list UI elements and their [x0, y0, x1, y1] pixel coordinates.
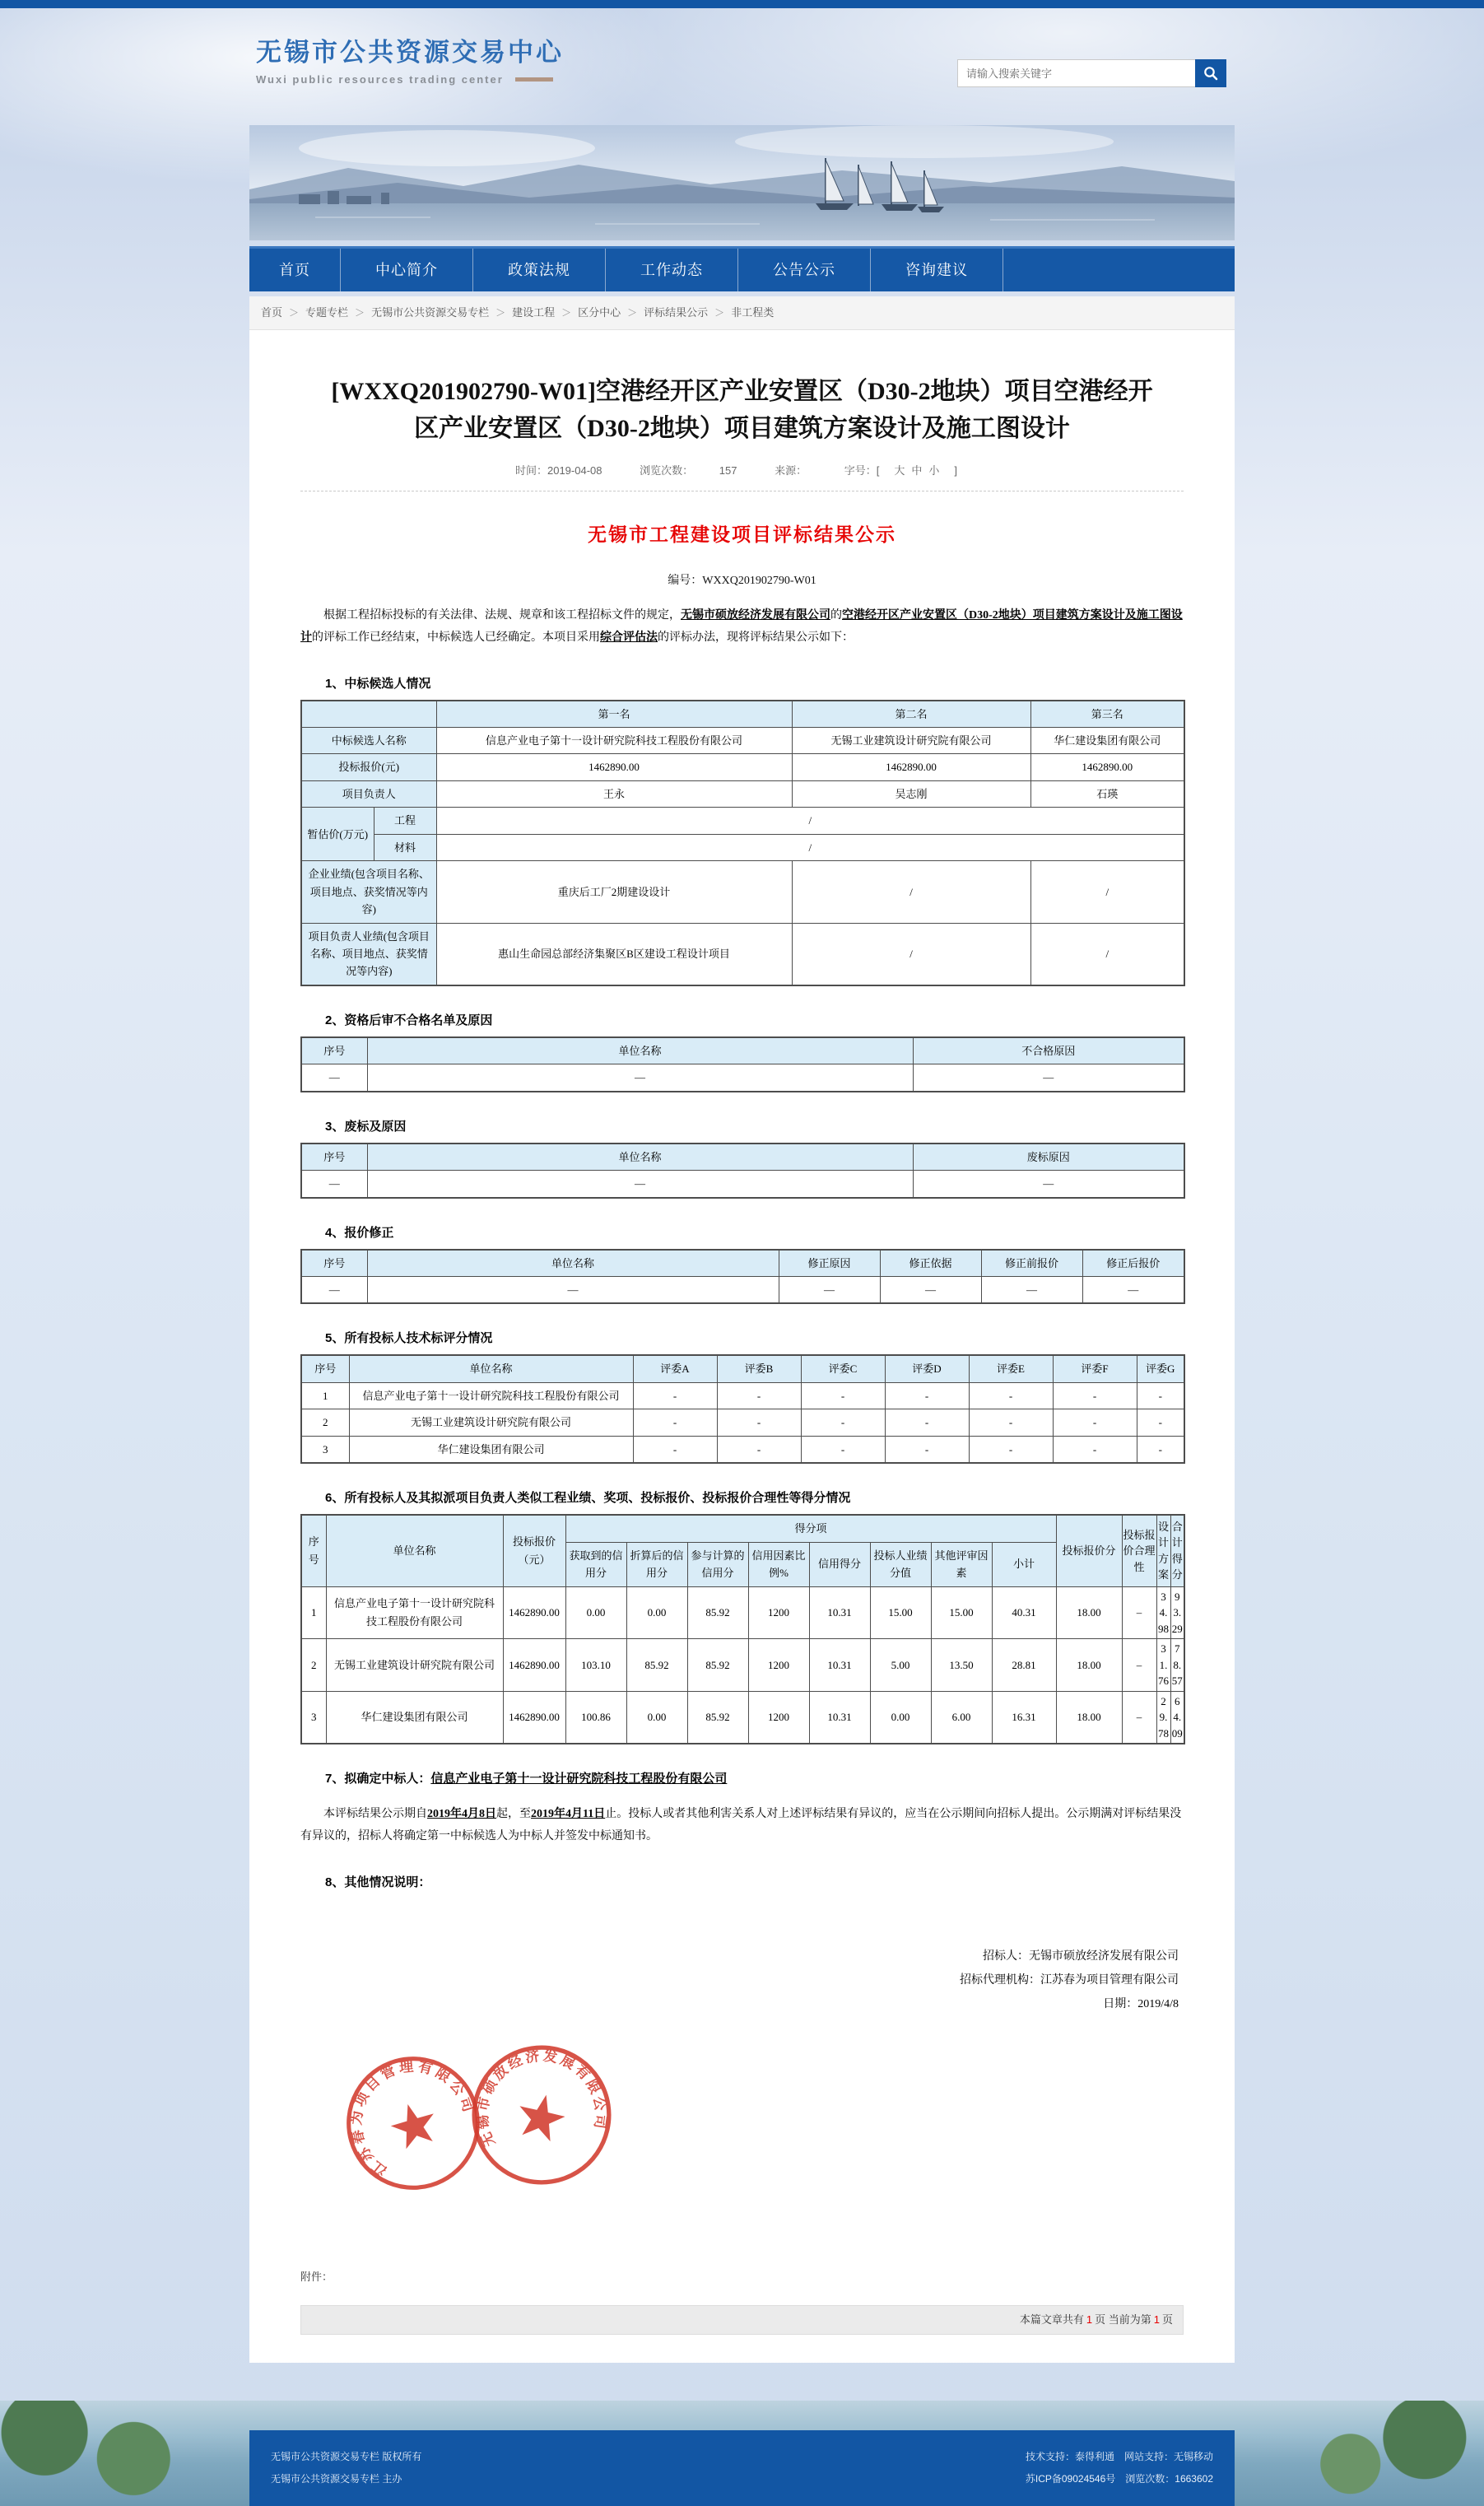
table-cell: -	[801, 1382, 885, 1409]
table-row	[301, 861, 1184, 923]
table-cell: -	[1137, 1436, 1184, 1463]
table-header-cell: 废标原因	[913, 1144, 1184, 1171]
table-row	[301, 728, 1184, 754]
table-cell: —	[301, 1171, 367, 1198]
attachment-label: 附件：	[300, 2270, 333, 2283]
closing-text: 起，至	[496, 1808, 531, 1821]
table-cell: 34.98	[1156, 1586, 1170, 1639]
table-row	[301, 780, 1184, 807]
table-cell: 40.31	[992, 1586, 1056, 1639]
table-cell: 85.92	[687, 1639, 748, 1692]
data-table	[300, 1514, 1185, 1744]
table-header-cell: 小计	[992, 1542, 1056, 1586]
table-cell: 1	[301, 1382, 349, 1409]
table-cell: 1200	[748, 1586, 809, 1639]
table-cell: 15.00	[870, 1586, 931, 1639]
table-cell: 64.09	[1170, 1691, 1184, 1744]
section-2-title: 2、资格后审不合格名单及原因	[325, 1013, 493, 1027]
table-header-cell: 评委D	[885, 1355, 969, 1382]
price-correction-table	[300, 1249, 1184, 1305]
table-cell: 1462890.00	[436, 754, 792, 780]
table-cell: 无锡工业建筑设计研究院有限公司	[326, 1639, 503, 1692]
table-cell: -	[1137, 1409, 1184, 1436]
breadcrumb-separator: ＞	[289, 307, 300, 319]
table-header-cell: 单位名称	[367, 1037, 913, 1064]
table-cell: –	[1122, 1691, 1156, 1744]
table-header-cell: 评委B	[717, 1355, 801, 1382]
meta-views	[628, 464, 748, 477]
table-cell: 85.92	[687, 1691, 748, 1744]
table-cell: 王永	[436, 780, 792, 807]
table-cell: —	[367, 1171, 913, 1198]
table-header-cell: 其他评审因素	[931, 1542, 992, 1586]
table-cell: 16.31	[992, 1691, 1056, 1744]
star-icon	[514, 2089, 569, 2143]
table-cell: 10.31	[809, 1691, 870, 1744]
table-header-cell: 序号	[301, 1355, 349, 1382]
meta-time: 时间：2019-04-08	[514, 464, 602, 477]
table-header-cell: 第一名	[436, 701, 792, 728]
table-row	[301, 1171, 1184, 1198]
intro-paragraph	[300, 604, 1184, 650]
table-header-cell: 投标报价合理性	[1122, 1515, 1156, 1586]
table-cell: 惠山生命园总部经济集聚区B区建设工程设计项目	[436, 923, 792, 985]
official-stamps	[300, 2038, 1184, 2240]
table-header-cell: 第三名	[1030, 701, 1184, 728]
table-cell: 103.10	[565, 1639, 626, 1692]
table-cell: -	[717, 1382, 801, 1409]
table-row	[301, 1639, 1184, 1692]
footer-support: 技术支持：泰得利通 网站支持：无锡移动	[1025, 2451, 1213, 2463]
table-header-cell: 不合格原因	[913, 1037, 1184, 1064]
table-header-cell: 合计得分	[1170, 1515, 1184, 1586]
search-box	[957, 59, 1226, 87]
intro-text: 的评标工作已经结束，中标候选人已经确定。本项目采用	[312, 631, 600, 645]
table-cell: /	[436, 808, 1184, 834]
table-row	[301, 701, 1184, 728]
table-header-cell	[301, 701, 436, 728]
table-header-cell: 投标人业绩分值	[870, 1542, 931, 1586]
table-row	[301, 808, 1184, 834]
table-header-cell: 中标候选人名称	[301, 728, 436, 754]
meta-fontsize	[833, 464, 969, 477]
site-header	[249, 8, 1235, 125]
pagination-text: 页	[1161, 2313, 1173, 2326]
table-cell: 3	[301, 1691, 326, 1744]
table-cell: 华仁建设集团有限公司	[326, 1691, 503, 1744]
table-cell: 1462890.00	[503, 1586, 565, 1639]
table-header-cell: 评委A	[633, 1355, 717, 1382]
table-cell: 5.00	[870, 1639, 931, 1692]
data-table	[300, 1143, 1185, 1199]
table-cell: 1462890.00	[1030, 754, 1184, 780]
fontsize-label: 字号：[	[844, 464, 880, 477]
table-cell: 1462890.00	[792, 754, 1030, 780]
document-number: 编号：WXXQ201902790-W01	[668, 575, 816, 587]
breadcrumb-item[interactable]: 区分中心	[578, 306, 621, 319]
disqualified-table	[300, 1036, 1184, 1092]
breadcrumb-item[interactable]: 首页	[261, 306, 283, 319]
table-header-cell: 单位名称	[349, 1355, 633, 1382]
table-header-cell: 获取到的信用分	[565, 1542, 626, 1586]
table-cell: 18.00	[1056, 1691, 1122, 1744]
nav-item-consultation[interactable]: 咨询建议	[871, 249, 1003, 291]
breadcrumb-separator: ＞	[561, 307, 572, 319]
footer-left	[271, 2446, 421, 2490]
table-cell: 13.50	[931, 1639, 992, 1692]
table-cell: 0.00	[870, 1691, 931, 1744]
breadcrumb-separator: ＞	[627, 307, 638, 319]
table-cell: -	[717, 1409, 801, 1436]
nav-item-announcements[interactable]: 公告公示	[738, 249, 871, 291]
publicity-end-date-underlined: 2019年4月11日	[531, 1808, 606, 1821]
table-header-cell: 信用因素比例%	[748, 1542, 809, 1586]
table-cell: 18.00	[1056, 1639, 1122, 1692]
table-header-cell: 材料	[374, 834, 436, 860]
search-button[interactable]	[1195, 59, 1226, 87]
table-header-cell: 设计方案	[1156, 1515, 1170, 1586]
table-cell: 华仁建设集团有限公司	[1030, 728, 1184, 754]
table-header-cell: 暂估价(万元)	[301, 808, 374, 861]
table-header-cell: 投标报价分	[1056, 1515, 1122, 1586]
table-cell: –	[1122, 1586, 1156, 1639]
breadcrumb-separator: ＞	[495, 307, 506, 319]
table-cell: —	[301, 1277, 367, 1304]
footer-right	[1026, 2446, 1213, 2490]
section-8-title: 8、其他情况说明：	[325, 1875, 431, 1889]
table-header-cell: 修正原因	[779, 1250, 880, 1277]
signature-date: 日期：2019/4/8	[1103, 1998, 1179, 2011]
evaluation-method-underlined: 综合评估法	[600, 631, 658, 645]
table-cell: 信息产业电子第十一设计研究院科技工程股份有限公司	[349, 1382, 633, 1409]
fontsize-large-button[interactable]: 大	[894, 464, 905, 477]
table-cell: 信息产业电子第十一设计研究院科技工程股份有限公司	[326, 1586, 503, 1639]
table-row	[301, 1277, 1184, 1304]
breadcrumb-item[interactable]: 无锡市公共资源交易专栏	[371, 306, 490, 319]
table-header-cell: 评委E	[969, 1355, 1053, 1382]
stamp-text: 江苏春为项目管理有限公司	[347, 2057, 478, 2180]
table-row	[301, 1409, 1184, 1436]
section-7-label: 7、拟确定中标人：	[325, 1772, 431, 1786]
table-cell: 无锡工业建筑设计研究院有限公司	[792, 728, 1030, 754]
table-header-cell: 项目负责人业绩(包含项目名称、项目地点、获奖情况等内容)	[301, 923, 436, 985]
signature-block	[300, 1945, 1184, 2017]
closing-text: 止。投标人或者其他利害关系人对上述评标结果有异议的，应当在公示期间向招标人提出。公示期满对评标结果没有异议的，招标人将确定第一中标候选人为中标人并签发中标通知书。	[300, 1808, 1182, 1843]
table-cell: 10.31	[809, 1639, 870, 1692]
table-cell: 29.78	[1156, 1691, 1170, 1744]
table-row	[301, 1382, 1184, 1409]
table-row	[301, 1144, 1184, 1171]
score-details-table	[300, 1514, 1184, 1744]
main-nav	[249, 246, 1235, 291]
pagination-bar	[300, 2305, 1184, 2335]
table-row	[301, 754, 1184, 780]
table-cell: —	[913, 1064, 1184, 1092]
table-row	[301, 1037, 1184, 1064]
table-cell: 1462890.00	[503, 1691, 565, 1744]
table-cell: /	[792, 861, 1030, 923]
site-logo	[256, 31, 564, 86]
table-cell: 吴志刚	[792, 780, 1030, 807]
table-cell: /	[436, 834, 1184, 860]
table-cell: 10.31	[809, 1586, 870, 1639]
intro-text: 的	[830, 609, 842, 622]
table-header-cell: 工程	[374, 808, 436, 834]
table-cell: 100.86	[565, 1691, 626, 1744]
table-cell: -	[885, 1436, 969, 1463]
tenderer-name-underlined: 无锡市硕放经济发展有限公司	[681, 609, 830, 622]
table-header-cell: 修正前报价	[981, 1250, 1082, 1277]
table-cell: 0.00	[565, 1586, 626, 1639]
pagination-text: 页 当前为第	[1095, 2313, 1151, 2326]
table-cell: -	[717, 1436, 801, 1463]
table-cell: 28.81	[992, 1639, 1056, 1692]
section-1-title: 1、中标候选人情况	[325, 676, 431, 691]
table-cell: -	[885, 1409, 969, 1436]
section-3-title: 3、废标及原因	[325, 1119, 407, 1134]
table-cell: –	[1122, 1639, 1156, 1692]
nav-item-policies[interactable]: 政策法规	[473, 249, 606, 291]
table-cell: /	[792, 923, 1030, 985]
article-meta	[300, 462, 1184, 491]
table-cell: -	[801, 1409, 885, 1436]
logo-dash-decoration	[515, 77, 553, 82]
table-cell: -	[969, 1409, 1053, 1436]
nav-item-about[interactable]: 中心简介	[341, 249, 473, 291]
table-cell: /	[1030, 861, 1184, 923]
pagination-current-page: 1	[1153, 2313, 1160, 2326]
pagination-text: 本篇文章共有	[1019, 2313, 1084, 2326]
nav-item-home[interactable]: 首页	[249, 249, 341, 291]
search-icon	[1203, 66, 1218, 81]
table-cell: 1200	[748, 1691, 809, 1744]
section-7-title	[300, 1769, 1184, 1786]
table-header-cell: 第二名	[792, 701, 1030, 728]
table-header-cell: 修正依据	[880, 1250, 981, 1277]
project-name-underlined: 空港经开区产业安置区（D30-2地块）项目建筑方案设计及施工图设计	[300, 609, 1183, 645]
table-cell: —	[367, 1277, 779, 1304]
table-cell: -	[1053, 1409, 1137, 1436]
table-header-cell: 投标报价（元）	[503, 1515, 565, 1586]
data-table	[300, 1249, 1185, 1305]
meta-views-value: 157	[719, 464, 737, 477]
rejected-bids-table	[300, 1143, 1184, 1199]
table-row	[301, 1064, 1184, 1092]
breadcrumb-separator: ＞	[714, 307, 725, 319]
page-title: [WXXQ201902790-W01]空港经开区产业安置区（D30-2地块）项目空港经开区产业安置区（D30-2地块）项目建筑方案设计及施工图设计	[331, 378, 1153, 442]
table-cell: -	[633, 1436, 717, 1463]
breadcrumb-item[interactable]: 非工程类	[731, 306, 775, 319]
table-header-cell: 序号	[301, 1250, 367, 1277]
table-cell: —	[301, 1064, 367, 1092]
table-cell: 石瑛	[1030, 780, 1184, 807]
table-cell: 1200	[748, 1639, 809, 1692]
table-row	[301, 1355, 1184, 1382]
table-cell: 2	[301, 1639, 326, 1692]
table-cell: 信息产业电子第十一设计研究院科技工程股份有限公司	[436, 728, 792, 754]
table-cell: 31.76	[1156, 1639, 1170, 1692]
data-table	[300, 1036, 1185, 1092]
table-cell: 6.00	[931, 1691, 992, 1744]
table-cell: -	[633, 1409, 717, 1436]
publicity-start-date-underlined: 2019年4月8日	[427, 1808, 496, 1821]
table-row	[301, 1250, 1184, 1277]
intro-text: 根据工程招标投标的有关法律、法规、规章和该工程招标文件的规定，	[323, 609, 681, 622]
table-cell: /	[1030, 923, 1184, 985]
fontsize-medium-button[interactable]: 中	[911, 464, 923, 477]
stamp-text: 无锡市硕放经济发展有限公司	[474, 2047, 609, 2149]
table-header-cell: 序号	[301, 1144, 367, 1171]
table-cell: -	[1053, 1382, 1137, 1409]
table-cell: 0.00	[626, 1691, 687, 1744]
table-header-cell: 单位名称	[367, 1250, 779, 1277]
table-cell: 华仁建设集团有限公司	[349, 1436, 633, 1463]
data-table	[300, 700, 1185, 986]
technical-scores-table	[300, 1354, 1184, 1464]
table-cell: -	[969, 1382, 1053, 1409]
data-table	[300, 1354, 1185, 1464]
breadcrumb-item[interactable]: 建设工程	[512, 306, 556, 319]
table-cell: 0.00	[626, 1586, 687, 1639]
table-header-cell: 企业业绩(包含项目名称、项目地点、获奖情况等内容)	[301, 861, 436, 923]
table-cell: —	[1082, 1277, 1184, 1304]
table-cell: —	[779, 1277, 880, 1304]
breadcrumb-item[interactable]: 专题专栏	[305, 306, 349, 319]
table-cell: —	[981, 1277, 1082, 1304]
footer	[249, 2430, 1235, 2506]
closing-text: 本评标结果公示期自	[323, 1808, 427, 1821]
table-header-cell: 单位名称	[367, 1144, 913, 1171]
table-cell: 93.29	[1170, 1586, 1184, 1639]
table-cell: 2	[301, 1409, 349, 1436]
table-cell: 85.92	[626, 1639, 687, 1692]
site-logo-title: 无锡市公共资源交易中心	[256, 38, 564, 67]
signature-agency: 招标代理机构：江苏春为项目管理有限公司	[960, 1974, 1179, 1987]
table-header-cell: 评委F	[1053, 1355, 1137, 1382]
prefooter-gap	[0, 2363, 1484, 2401]
footer-scenic-strip	[0, 2401, 1484, 2506]
table-cell: -	[633, 1382, 717, 1409]
table-cell: 15.00	[931, 1586, 992, 1639]
section-6-title: 6、所有投标人及其拟派项目负责人类似工程业绩、奖项、投标报价、投标报价合理性等得分情况	[325, 1491, 851, 1506]
table-cell: 18.00	[1056, 1586, 1122, 1639]
table-cell: 1	[301, 1586, 326, 1639]
section-4-title: 4、报价修正	[325, 1225, 394, 1240]
table-cell: —	[913, 1171, 1184, 1198]
meta-source: 来源：	[775, 464, 807, 477]
site-logo-subtitle	[256, 73, 564, 86]
table-cell: —	[880, 1277, 981, 1304]
footer-host: 无锡市公共资源交易专栏 主办	[271, 2472, 402, 2485]
table-row	[301, 1586, 1184, 1639]
table-cell: -	[885, 1382, 969, 1409]
nav-item-news[interactable]: 工作动态	[606, 249, 738, 291]
pagination-total-pages: 1	[1086, 2313, 1093, 2326]
meta-views-label: 浏览次数：	[640, 464, 694, 477]
star-icon	[386, 2098, 440, 2150]
table-cell: -	[969, 1436, 1053, 1463]
section-5-title: 5、所有投标人技术标评分情况	[325, 1331, 493, 1346]
winning-candidates-table	[300, 700, 1184, 986]
table-header-cell: 项目负责人	[301, 780, 436, 807]
table-header-cell: 参与计算的信用分	[687, 1542, 748, 1586]
table-row	[301, 1515, 1184, 1542]
banner-photo	[249, 125, 1235, 240]
table-header-cell: 序号	[301, 1037, 367, 1064]
table-cell: 85.92	[687, 1586, 748, 1639]
table-header-cell: 序号	[301, 1515, 326, 1586]
table-cell: 1462890.00	[503, 1639, 565, 1692]
table-header-cell: 评委G	[1137, 1355, 1184, 1382]
table-header-cell: 评委C	[801, 1355, 885, 1382]
top-blue-strip	[0, 0, 1484, 8]
breadcrumb-item[interactable]: 评标结果公示	[644, 306, 709, 319]
article-content	[249, 330, 1235, 2363]
breadcrumb-separator: ＞	[355, 307, 365, 319]
table-header-cell: 折算后的信用分	[626, 1542, 687, 1586]
footer-copyright: 无锡市公共资源交易专栏 版权所有	[271, 2451, 422, 2463]
table-cell: 78.57	[1170, 1639, 1184, 1692]
table-cell: -	[801, 1436, 885, 1463]
footer-icp: 苏ICP备09024546号 浏览次数：1663602	[1025, 2472, 1213, 2485]
table-cell: —	[367, 1064, 913, 1092]
table-cell: -	[1137, 1382, 1184, 1409]
site-logo-subtitle-text: Wuxi public resources trading center	[256, 73, 504, 86]
fontsize-small-button[interactable]: 小	[928, 464, 940, 477]
table-cell: -	[1053, 1436, 1137, 1463]
table-header-cell: 信用得分	[809, 1542, 870, 1586]
table-cell: 无锡工业建筑设计研究院有限公司	[349, 1409, 633, 1436]
table-header-cell: 投标报价(元)	[301, 754, 436, 780]
table-row	[301, 1436, 1184, 1463]
closing-paragraph	[300, 1803, 1184, 1848]
breadcrumb	[249, 296, 1235, 330]
table-header-cell: 得分项	[565, 1515, 1056, 1542]
table-cell: 3	[301, 1436, 349, 1463]
search-input[interactable]	[957, 59, 1195, 87]
table-cell: 重庆后工厂2期建设设计	[436, 861, 792, 923]
table-row	[301, 923, 1184, 985]
table-row	[301, 834, 1184, 860]
fontsize-label-end: ]	[954, 464, 958, 477]
table-header-cell: 修正后报价	[1082, 1250, 1184, 1277]
intro-text: 的评标办法，现将评标结果公示如下：	[658, 631, 854, 645]
table-row	[301, 1691, 1184, 1744]
signature-tenderer: 招标人：无锡市硕放经济发展有限公司	[983, 1949, 1179, 1963]
announcement-title: 无锡市工程建设项目评标结果公示	[588, 524, 896, 545]
table-header-cell: 单位名称	[326, 1515, 503, 1586]
proposed-winner-underlined: 信息产业电子第十一设计研究院科技工程股份有限公司	[430, 1772, 728, 1786]
